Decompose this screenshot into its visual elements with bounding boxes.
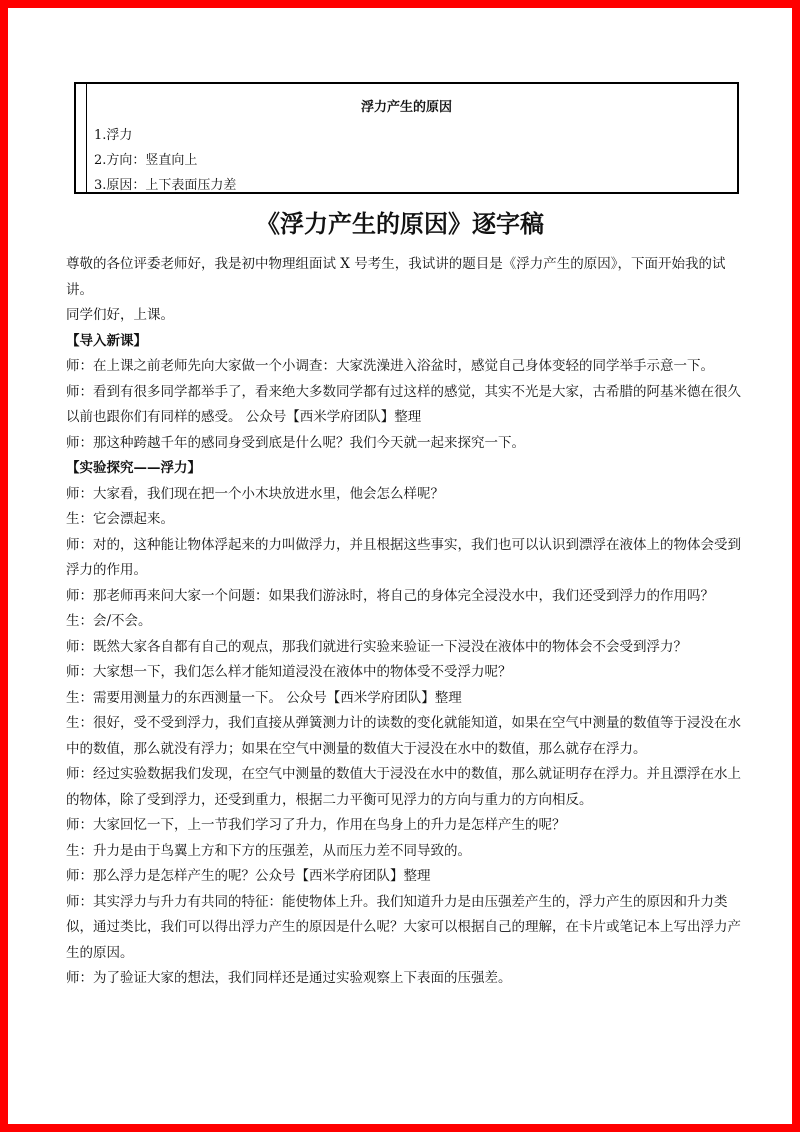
document-title: 《浮力产生的原因》逐字稿 [256,210,544,238]
outline-item-1: 1.浮力 [94,128,133,143]
section-heading: 【导入新课】 [66,332,147,349]
outline-item-2: 2.方向：竖直向上 [94,153,198,168]
transcript-paragraph: 同学们好，上课。 [66,307,174,323]
transcript-paragraph: 生：会/不会。 [66,613,152,629]
transcript-paragraph: 师：既然大家各自都有自己的观点，那我们就进行实验来验证一下浸没在液体中的物体会不会受到浮力？ [66,638,687,655]
transcript-paragraph: 师：为了验证大家的想法，我们同样还是通过实验观察上下表面的压强差。 [66,970,512,986]
outline-box [74,82,739,194]
transcript-paragraph: 师：在上课之前老师先向大家做一个小调查：大家洗澡进入浴盆时，感觉自己身体变轻的同学举手示意一下。 [66,358,714,374]
section-heading: 【实验探究——浮力】 [66,460,201,476]
transcript-paragraph: 师：大家想一下，我们怎么样才能知道浸没在液体中的物体受不受浮力呢？ [66,664,512,680]
transcript-paragraph: 尊敬的各位评委老师好，我是初中物理组面试 X 号考生，我试讲的题目是《浮力产生的原因》，下面开始我的试讲。 [66,256,726,298]
transcript-paragraph: 师：对的，这种能让物体浮起来的力叫做浮力，并且根据这些事实，我们也可以认识到漂浮在液体上的物体会受到浮力的作用。 [66,536,741,578]
transcript-paragraph: 师：那么浮力是怎样产生的呢？公众号【西米学府团队】整理 [66,868,431,884]
transcript-body [66,252,752,992]
transcript-paragraph: 师：那这种跨越千年的感同身受到底是什么呢？我们今天就一起来探究一下。 [66,434,525,451]
outline-item-3: 3.原因：上下表面压力差 [94,178,237,193]
transcript-paragraph: 生：升力是由于鸟翼上方和下方的压强差，从而压力差不同导致的。 [66,842,471,859]
transcript-paragraph: 师：经过实验数据我们发现，在空气中测量的数值大于浸没在水中的数值，那么就证明存在浮力。并且漂浮在水上的物体，除了受到浮力，还受到重力，根据二力平衡可见浮力的方向与重力的方向相反。 [66,766,741,808]
transcript-paragraph: 生：它会漂起来。 [66,511,174,527]
transcript-paragraph: 生：很好，受不受到浮力，我们直接从弹簧测力计的读数的变化就能知道，如果在空气中测量的数值等于浸没在水中的数值，那么就没有浮力；如果在空气中测量的数值大于浸没在水中的数值，那么就存在浮力。 [66,715,741,757]
transcript-paragraph: 师：那老师再来问大家一个问题：如果我们游泳时，将自己的身体完全浸没水中，我们还受到浮力的作用吗？ [66,587,714,604]
transcript-paragraph: 师：大家看，我们现在把一个小木块放进水里，他会怎么样呢？ [66,485,444,502]
transcript-paragraph: 师：看到有很多同学都举手了，看来绝大多数同学都有过这样的感觉，其实不光是大家，古希腊的阿基米德在很久以前也跟你们有同样的感受。 公众号【西米学府团队】整理 [66,383,741,425]
transcript-paragraph: 师：大家回忆一下，上一节我们学习了升力，作用在鸟身上的升力是怎样产生的呢？ [66,817,566,833]
outline-title: 浮力产生的原因 [360,100,452,115]
transcript-paragraph: 生：需要用测量力的东西测量一下。 公众号【西米学府团队】整理 [66,689,462,706]
transcript-paragraph: 师：其实浮力与升力有共同的特征：能使物体上升。我们知道升力是由压强差产生的，浮力产生的原因和升力类似，通过类比，我们可以得出浮力产生的原因是什么呢？大家可以根据自己的理解，在卡片或笔记本上写出浮力产生的原因。 [66,893,741,961]
